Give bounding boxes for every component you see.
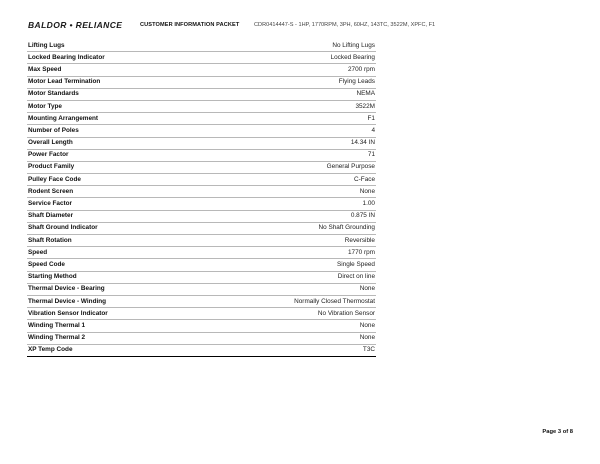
page-number: Page 3 of 8 <box>542 429 573 435</box>
spec-label: Vibration Sensor Indicator <box>27 308 200 320</box>
spec-value: None <box>200 283 376 295</box>
spec-value: 0.875 IN <box>200 210 376 222</box>
spec-value: 71 <box>200 149 376 161</box>
spec-label: Rodent Screen <box>27 186 200 198</box>
spec-value: NEMA <box>200 88 376 100</box>
spec-row <box>27 149 376 161</box>
spec-row <box>27 320 376 332</box>
spec-row <box>27 186 376 198</box>
spec-label: Pulley Face Code <box>27 174 200 186</box>
spec-label: Lifting Lugs <box>27 40 200 52</box>
spec-row <box>27 344 376 356</box>
spec-value: 3522M <box>200 100 376 112</box>
spec-row <box>27 161 376 173</box>
spec-row <box>27 88 376 100</box>
spec-row <box>27 52 376 64</box>
spec-row <box>27 198 376 210</box>
spec-row <box>27 100 376 112</box>
spec-value: No Shaft Grounding <box>200 222 376 234</box>
spec-label: Speed Code <box>27 259 200 271</box>
spec-value: General Purpose <box>200 161 376 173</box>
spec-value: 1770 rpm <box>200 247 376 259</box>
spec-label: Shaft Diameter <box>27 210 200 222</box>
spec-row <box>27 125 376 137</box>
spec-value: C-Face <box>200 174 376 186</box>
brand-logo: BALDOR • RELIANCE <box>28 20 123 30</box>
spec-value: Flying Leads <box>200 76 376 88</box>
spec-row <box>27 222 376 234</box>
spec-label: Shaft Rotation <box>27 235 200 247</box>
spec-label: Locked Bearing Indicator <box>27 52 200 64</box>
spec-label: Overall Length <box>27 137 200 149</box>
spec-value: 14.34 IN <box>200 137 376 149</box>
spec-value: 1.00 <box>200 198 376 210</box>
spec-label: Mounting Arrangement <box>27 113 200 125</box>
spec-label: Motor Standards <box>27 88 200 100</box>
spec-value: Direct on line <box>200 271 376 283</box>
spec-value: 2700 rpm <box>200 64 376 76</box>
spec-row <box>27 40 376 52</box>
spec-row <box>27 271 376 283</box>
spec-label: Winding Thermal 2 <box>27 332 200 344</box>
spec-label: Starting Method <box>27 271 200 283</box>
spec-value: No Vibration Sensor <box>200 308 376 320</box>
spec-value: None <box>200 332 376 344</box>
spec-label: Motor Lead Termination <box>27 76 200 88</box>
spec-label: XP Temp Code <box>27 344 200 356</box>
spec-row <box>27 174 376 186</box>
spec-row <box>27 210 376 222</box>
spec-label: Number of Poles <box>27 125 200 137</box>
spec-label: Speed <box>27 247 200 259</box>
spec-row <box>27 295 376 307</box>
spec-label: Power Factor <box>27 149 200 161</box>
spec-value: None <box>200 320 376 332</box>
spec-value: No Lifting Lugs <box>200 40 376 52</box>
spec-label: Shaft Ground Indicator <box>27 222 200 234</box>
spec-row <box>27 283 376 295</box>
spec-value: None <box>200 186 376 198</box>
spec-label: Service Factor <box>27 198 200 210</box>
spec-row <box>27 137 376 149</box>
spec-row <box>27 113 376 125</box>
spec-value: 4 <box>200 125 376 137</box>
spec-table-body <box>27 40 376 356</box>
spec-row <box>27 235 376 247</box>
spec-row <box>27 332 376 344</box>
spec-label: Motor Type <box>27 100 200 112</box>
part-description: CDR0414447-S - 1HP, 1770RPM, 3PH, 60HZ, 143TC, 3522M, XPFC, F1 <box>254 22 436 28</box>
spec-value: Single Speed <box>200 259 376 271</box>
spec-table <box>27 40 376 357</box>
spec-label: Thermal Device - Winding <box>27 295 200 307</box>
spec-value: Locked Bearing <box>200 52 376 64</box>
spec-row <box>27 247 376 259</box>
document-header <box>28 19 435 31</box>
spec-label: Max Speed <box>27 64 200 76</box>
spec-row <box>27 64 376 76</box>
spec-row <box>27 308 376 320</box>
spec-label: Product Family <box>27 161 200 173</box>
spec-row <box>27 76 376 88</box>
packet-title: CUSTOMER INFORMATION PACKET <box>140 22 240 28</box>
spec-value: Reversible <box>200 235 376 247</box>
spec-value: T3C <box>200 344 376 356</box>
spec-row <box>27 259 376 271</box>
spec-label: Winding Thermal 1 <box>27 320 200 332</box>
spec-value: Normally Closed Thermostat <box>200 295 376 307</box>
spec-value: F1 <box>200 113 376 125</box>
spec-label: Thermal Device - Bearing <box>27 283 200 295</box>
